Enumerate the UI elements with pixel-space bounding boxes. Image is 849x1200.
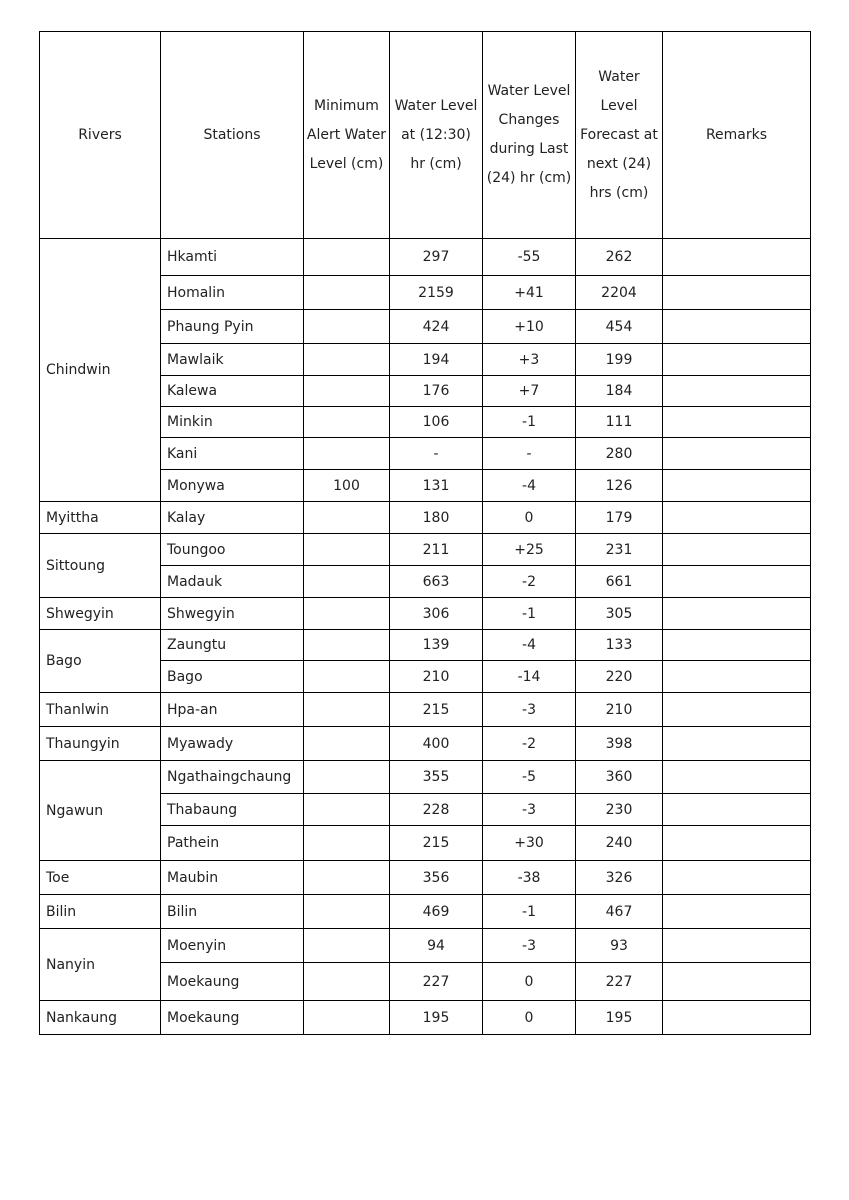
station-cell: Pathein xyxy=(161,826,304,861)
change-cell: +3 xyxy=(483,344,576,376)
station-cell: Kalewa xyxy=(161,376,304,407)
alert-cell xyxy=(304,826,390,861)
change-cell: -1 xyxy=(483,598,576,630)
change-cell: -3 xyxy=(483,929,576,963)
forecast-cell: 231 xyxy=(576,534,663,566)
table-body xyxy=(40,239,811,1035)
river-cell: Sittoung xyxy=(40,534,161,598)
header-changes: Water Level Changes during Last (24) hr (cm) xyxy=(483,32,576,239)
river-cell: Thaungyin xyxy=(40,727,161,761)
river-cell: Myittha xyxy=(40,502,161,534)
header-remarks: Remarks xyxy=(663,32,811,239)
remarks-cell xyxy=(663,895,811,929)
forecast-cell: 179 xyxy=(576,502,663,534)
table-row xyxy=(40,929,811,963)
alert-cell xyxy=(304,239,390,276)
remarks-cell xyxy=(663,239,811,276)
station-cell: Toungoo xyxy=(161,534,304,566)
water-level-cell: 469 xyxy=(390,895,483,929)
station-cell: Kalay xyxy=(161,502,304,534)
forecast-cell: 262 xyxy=(576,239,663,276)
forecast-cell: 184 xyxy=(576,376,663,407)
change-cell: -1 xyxy=(483,895,576,929)
table-row xyxy=(40,895,811,929)
water-level-cell: 663 xyxy=(390,566,483,598)
forecast-cell: 467 xyxy=(576,895,663,929)
change-cell: -2 xyxy=(483,566,576,598)
water-level-table xyxy=(39,31,811,1035)
station-cell: Myawady xyxy=(161,727,304,761)
alert-cell xyxy=(304,534,390,566)
water-level-cell: 211 xyxy=(390,534,483,566)
water-level-cell: 227 xyxy=(390,963,483,1001)
remarks-cell xyxy=(663,276,811,310)
table-row xyxy=(40,534,811,566)
remarks-cell xyxy=(663,693,811,727)
header-stations: Stations xyxy=(161,32,304,239)
forecast-cell: 195 xyxy=(576,1001,663,1035)
station-cell: Maubin xyxy=(161,861,304,895)
forecast-cell: 227 xyxy=(576,963,663,1001)
station-cell: Zaungtu xyxy=(161,630,304,661)
remarks-cell xyxy=(663,929,811,963)
alert-cell xyxy=(304,502,390,534)
forecast-cell: 210 xyxy=(576,693,663,727)
change-cell: -3 xyxy=(483,693,576,727)
alert-cell xyxy=(304,861,390,895)
water-level-cell: 297 xyxy=(390,239,483,276)
alert-cell xyxy=(304,661,390,693)
table-row xyxy=(40,861,811,895)
remarks-cell xyxy=(663,598,811,630)
water-level-cell: 355 xyxy=(390,761,483,794)
water-level-cell: 194 xyxy=(390,344,483,376)
water-level-cell: 131 xyxy=(390,470,483,502)
alert-cell xyxy=(304,630,390,661)
change-cell: -2 xyxy=(483,727,576,761)
forecast-cell: 230 xyxy=(576,794,663,826)
forecast-cell: 454 xyxy=(576,310,663,344)
change-cell: -55 xyxy=(483,239,576,276)
forecast-cell: 2204 xyxy=(576,276,663,310)
change-cell: -4 xyxy=(483,470,576,502)
water-level-cell: 210 xyxy=(390,661,483,693)
change-cell: -4 xyxy=(483,630,576,661)
change-cell: - xyxy=(483,438,576,470)
change-cell: +25 xyxy=(483,534,576,566)
table-row xyxy=(40,761,811,794)
remarks-cell xyxy=(663,310,811,344)
river-cell: Chindwin xyxy=(40,239,161,502)
change-cell: +7 xyxy=(483,376,576,407)
remarks-cell xyxy=(663,470,811,502)
table-row xyxy=(40,502,811,534)
water-level-cell: 195 xyxy=(390,1001,483,1035)
alert-cell xyxy=(304,376,390,407)
station-cell: Thabaung xyxy=(161,794,304,826)
change-cell: 0 xyxy=(483,502,576,534)
remarks-cell xyxy=(663,534,811,566)
station-cell: Homalin xyxy=(161,276,304,310)
change-cell: 0 xyxy=(483,963,576,1001)
river-cell: Nanyin xyxy=(40,929,161,1001)
alert-cell xyxy=(304,963,390,1001)
water-level-cell: 356 xyxy=(390,861,483,895)
forecast-cell: 93 xyxy=(576,929,663,963)
forecast-cell: 360 xyxy=(576,761,663,794)
alert-cell xyxy=(304,344,390,376)
station-cell: Ngathaingchaung xyxy=(161,761,304,794)
table-row xyxy=(40,630,811,661)
water-level-cell: - xyxy=(390,438,483,470)
forecast-cell: 240 xyxy=(576,826,663,861)
water-level-cell: 306 xyxy=(390,598,483,630)
river-cell: Bago xyxy=(40,630,161,693)
remarks-cell xyxy=(663,438,811,470)
water-level-cell: 215 xyxy=(390,826,483,861)
remarks-cell xyxy=(663,963,811,1001)
change-cell: -38 xyxy=(483,861,576,895)
alert-cell xyxy=(304,929,390,963)
table-row xyxy=(40,727,811,761)
river-cell: Thanlwin xyxy=(40,693,161,727)
remarks-cell xyxy=(663,761,811,794)
water-level-cell: 106 xyxy=(390,407,483,438)
forecast-cell: 326 xyxy=(576,861,663,895)
table-row xyxy=(40,1001,811,1035)
forecast-cell: 220 xyxy=(576,661,663,693)
forecast-cell: 661 xyxy=(576,566,663,598)
station-cell: Moekaung xyxy=(161,963,304,1001)
header-forecast: Water Level Forecast at next (24) hrs (cm) xyxy=(576,32,663,239)
forecast-cell: 305 xyxy=(576,598,663,630)
water-level-cell: 176 xyxy=(390,376,483,407)
water-level-cell: 94 xyxy=(390,929,483,963)
alert-cell xyxy=(304,1001,390,1035)
station-cell: Hpa-an xyxy=(161,693,304,727)
forecast-cell: 280 xyxy=(576,438,663,470)
header-water-level: Water Level at (12:30) hr (cm) xyxy=(390,32,483,239)
remarks-cell xyxy=(663,794,811,826)
forecast-cell: 398 xyxy=(576,727,663,761)
remarks-cell xyxy=(663,826,811,861)
remarks-cell xyxy=(663,344,811,376)
station-cell: Moekaung xyxy=(161,1001,304,1035)
remarks-cell xyxy=(663,566,811,598)
change-cell: -1 xyxy=(483,407,576,438)
river-cell: Ngawun xyxy=(40,761,161,861)
remarks-cell xyxy=(663,1001,811,1035)
alert-cell xyxy=(304,761,390,794)
station-cell: Monywa xyxy=(161,470,304,502)
table-row xyxy=(40,239,811,276)
water-level-cell: 139 xyxy=(390,630,483,661)
remarks-cell xyxy=(663,727,811,761)
station-cell: Minkin xyxy=(161,407,304,438)
alert-cell xyxy=(304,727,390,761)
change-cell: +10 xyxy=(483,310,576,344)
station-cell: Bilin xyxy=(161,895,304,929)
alert-cell xyxy=(304,693,390,727)
forecast-cell: 111 xyxy=(576,407,663,438)
station-cell: Moenyin xyxy=(161,929,304,963)
forecast-cell: 133 xyxy=(576,630,663,661)
water-level-cell: 215 xyxy=(390,693,483,727)
river-cell: Nankaung xyxy=(40,1001,161,1035)
change-cell: +30 xyxy=(483,826,576,861)
table-row xyxy=(40,598,811,630)
forecast-cell: 199 xyxy=(576,344,663,376)
alert-cell: 100 xyxy=(304,470,390,502)
station-cell: Kani xyxy=(161,438,304,470)
river-cell: Bilin xyxy=(40,895,161,929)
change-cell: -3 xyxy=(483,794,576,826)
water-level-cell: 2159 xyxy=(390,276,483,310)
alert-cell xyxy=(304,598,390,630)
station-cell: Bago xyxy=(161,661,304,693)
station-cell: Shwegyin xyxy=(161,598,304,630)
alert-cell xyxy=(304,310,390,344)
water-level-cell: 228 xyxy=(390,794,483,826)
remarks-cell xyxy=(663,502,811,534)
station-cell: Madauk xyxy=(161,566,304,598)
change-cell: +41 xyxy=(483,276,576,310)
table-header xyxy=(40,32,811,239)
alert-cell xyxy=(304,895,390,929)
water-level-cell: 400 xyxy=(390,727,483,761)
river-cell: Toe xyxy=(40,861,161,895)
remarks-cell xyxy=(663,630,811,661)
forecast-cell: 126 xyxy=(576,470,663,502)
water-level-cell: 424 xyxy=(390,310,483,344)
change-cell: -5 xyxy=(483,761,576,794)
alert-cell xyxy=(304,276,390,310)
alert-cell xyxy=(304,407,390,438)
header-rivers: Rivers xyxy=(40,32,161,239)
station-cell: Mawlaik xyxy=(161,344,304,376)
table-row xyxy=(40,693,811,727)
station-cell: Hkamti xyxy=(161,239,304,276)
change-cell: 0 xyxy=(483,1001,576,1035)
change-cell: -14 xyxy=(483,661,576,693)
alert-cell xyxy=(304,794,390,826)
remarks-cell xyxy=(663,661,811,693)
water-level-cell: 180 xyxy=(390,502,483,534)
remarks-cell xyxy=(663,376,811,407)
alert-cell xyxy=(304,566,390,598)
river-cell: Shwegyin xyxy=(40,598,161,630)
station-cell: Phaung Pyin xyxy=(161,310,304,344)
remarks-cell xyxy=(663,407,811,438)
header-min-alert: Minimum Alert Water Level (cm) xyxy=(304,32,390,239)
remarks-cell xyxy=(663,861,811,895)
alert-cell xyxy=(304,438,390,470)
